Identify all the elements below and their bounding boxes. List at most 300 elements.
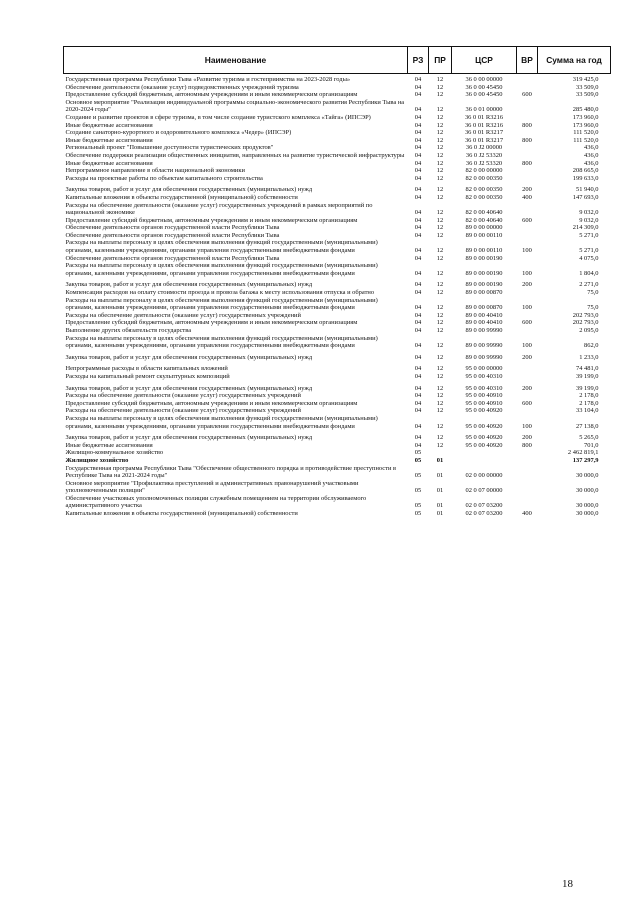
cell-csr: 95 0 00 40920 (465, 407, 503, 415)
cell-sum: 9 032,0 (579, 216, 599, 224)
cell-pr: 12 (436, 441, 444, 449)
cell-sum: 30 000,0 (575, 502, 599, 510)
header-sum: Сумма на год (538, 47, 611, 74)
cell-name: Обеспечение деятельности органов государственной власти Республики Тыва (65, 224, 280, 232)
cell-pr: 12 (436, 247, 444, 255)
cell-vr (517, 289, 538, 297)
cell-sum: 111 520,0 (573, 129, 599, 137)
cell-name: Расходы на выплаты персоналу в целях обеспечения выполнения функций государственными (муниципальными) органами, казенными учреждениями, органами управления государственными внебюджетными фондами (65, 262, 378, 277)
cell-rz: 05 (414, 456, 422, 464)
cell-rz: 04 (414, 113, 422, 121)
cell-rz: 04 (414, 247, 422, 255)
cell-pr: 12 (436, 372, 444, 380)
cell-rz: 04 (414, 106, 422, 114)
cell-vr: 100 (522, 422, 532, 430)
table-row (64, 167, 611, 175)
cell-rz: 05 (414, 449, 422, 457)
cell-sum: 4 075,0 (579, 254, 599, 262)
cell-rz: 05 (414, 502, 422, 510)
cell-pr: 12 (436, 342, 444, 350)
cell-sum: 436,0 (584, 144, 599, 152)
cell-sum: 5 271,0 (579, 247, 599, 255)
cell-sum: 2 271,0 (579, 281, 599, 289)
cell-csr: 36 0 00 00000 (465, 76, 503, 83)
cell-pr: 12 (436, 289, 444, 297)
cell-vr: 400 (522, 193, 532, 201)
cell-vr: 600 (522, 91, 532, 99)
cell-pr: 12 (436, 399, 444, 407)
cell-rz: 04 (414, 91, 422, 99)
cell-sum: 2 462 819,1 (567, 449, 599, 457)
table-row (64, 239, 611, 254)
cell-pr: 12 (436, 281, 444, 289)
cell-rz: 04 (414, 186, 422, 194)
header-pr: ПР (429, 47, 452, 74)
cell-rz: 04 (414, 407, 422, 415)
cell-vr (517, 312, 538, 320)
table-row (64, 175, 611, 183)
cell-vr (517, 152, 538, 160)
cell-csr: 95 0 00 40920 (465, 422, 503, 430)
cell-csr: 95 0 00 40310 (465, 372, 503, 380)
budget-table (63, 46, 611, 518)
cell-rz: 04 (414, 269, 422, 277)
cell-csr: 95 0 00 40920 (465, 434, 503, 442)
table-row (64, 335, 611, 350)
table-row (64, 74, 611, 84)
cell-csr (452, 457, 517, 465)
cell-pr: 12 (436, 209, 444, 217)
cell-vr: 400 (522, 510, 532, 518)
cell-csr: 95 0 00 00000 (465, 365, 503, 373)
cell-rz: 04 (414, 174, 422, 182)
cell-sum: 30 000,0 (575, 487, 599, 495)
table-row (64, 392, 611, 400)
cell-rz: 04 (414, 193, 422, 201)
cell-pr: 01 (436, 472, 444, 480)
cell-csr: 82 0 00 40640 (465, 209, 503, 217)
cell-pr: 12 (436, 392, 444, 400)
table-row (64, 194, 611, 202)
table-row (64, 262, 611, 277)
cell-rz: 04 (414, 129, 422, 137)
cell-csr: 36 0 00 45450 (465, 91, 503, 99)
cell-csr: 02 0 07 03200 (465, 510, 503, 518)
cell-name: Капитальные вложения в объекты государственной (муниципальной) собственности (65, 193, 298, 201)
cell-sum: 5 265,0 (579, 434, 599, 442)
cell-name: Основное мероприятие "Профилактика преступлений и административных правонарушений участковыми уполномоченными полиции" (65, 479, 359, 495)
cell-pr: 12 (436, 224, 444, 232)
cell-vr (517, 392, 538, 400)
cell-pr: 01 (436, 502, 444, 510)
cell-rz: 04 (414, 384, 422, 392)
cell-name: Жилищно-коммунальное хозяйство (65, 449, 164, 457)
cell-sum: 1 804,0 (579, 269, 599, 277)
cell-name: Иные бюджетные ассигнования (65, 121, 153, 129)
cell-name: Закупка товаров, работ и услуг для обеспечения государственных (муниципальных) нужд (65, 384, 313, 392)
table-row (64, 84, 611, 92)
cell-vr (517, 449, 538, 457)
cell-name: Закупка товаров, работ и услуг для обеспечения государственных (муниципальных) нужд (65, 186, 313, 194)
cell-csr: 36 0 01 00000 (465, 106, 503, 114)
cell-pr: 12 (436, 159, 444, 167)
cell-pr: 12 (436, 384, 444, 392)
header-rz: РЗ (408, 47, 429, 74)
cell-name: Закупка товаров, работ и услуг для обеспечения государственных (муниципальных) нужд (65, 281, 313, 289)
cell-name: Предоставление субсидий бюджетным, автономным учреждениям и иным некоммерческим организациям (65, 399, 358, 407)
page-number: 18 (562, 878, 573, 890)
cell-rz: 04 (414, 392, 422, 400)
table-row (64, 430, 611, 442)
cell-csr: 89 0 00 00000 (465, 224, 503, 232)
cell-rz: 04 (414, 83, 422, 91)
cell-rz: 04 (414, 121, 422, 129)
table-row (64, 277, 611, 289)
cell-pr: 12 (436, 407, 444, 415)
cell-name: Жилищное хозяйство (65, 456, 129, 464)
cell-csr: 02 0 07 03200 (465, 502, 503, 510)
cell-sum: 27 138,0 (575, 422, 599, 430)
cell-pr: 12 (436, 193, 444, 201)
cell-rz: 04 (414, 353, 422, 361)
cell-name: Расходы на выплаты персоналу в целях обеспечения выполнения функций государственными (муниципальными) органами, казенными учреждениями, органами управления государственными внебюджетными фондами (65, 334, 378, 350)
cell-pr: 12 (436, 216, 444, 224)
cell-name: Создание санаторно-курортного и оздоровительного комплекса «Чедер» (ИПСЭР) (65, 129, 292, 137)
cell-vr: 800 (522, 121, 532, 129)
cell-csr: 89 0 00 00110 (465, 247, 503, 255)
cell-vr: 800 (522, 159, 532, 167)
table-row (64, 160, 611, 168)
table-row (64, 319, 611, 327)
cell-pr: 12 (436, 304, 444, 312)
cell-sum: 75,0 (587, 289, 599, 297)
cell-csr: 89 0 00 99990 (465, 327, 503, 334)
table-row (64, 465, 611, 480)
table-row (64, 400, 611, 408)
cell-pr: 01 (436, 456, 444, 464)
table-row (64, 449, 611, 457)
cell-sum: 51 940,0 (575, 186, 599, 194)
cell-csr: 82 0 00 40640 (465, 216, 503, 224)
cell-csr: 89 0 00 40410 (465, 311, 503, 319)
cell-rz: 04 (414, 304, 422, 312)
table-row (64, 495, 611, 510)
table-row (64, 182, 611, 194)
cell-name: Расходы на выплаты персоналу в целях обеспечения выполнения функций государственными (муниципальными) органами, казенными учреждениями, органами управления государственными внебюджетными фондами (65, 296, 378, 312)
cell-sum: 9 032,0 (579, 209, 599, 217)
table-row (64, 373, 611, 381)
cell-name: Обеспечение участковых уполномоченных полиции служебным помещением на территории обслуживаемого административного участка (65, 494, 367, 510)
cell-csr: 36 0 J2 00000 (465, 144, 503, 152)
cell-name: Предоставление субсидий бюджетным, автономным учреждениям и иным некоммерческим организациям (65, 91, 358, 99)
cell-csr: 82 0 00 00350 (465, 193, 503, 201)
cell-csr: 36 0 01 R3217 (464, 129, 504, 137)
cell-vr (517, 465, 538, 480)
cell-rz: 04 (414, 231, 422, 239)
cell-name: Расходы на обеспечение деятельности (оказание услуг) государственных учреждений (65, 311, 301, 319)
cell-csr: 89 0 00 00110 (465, 231, 503, 239)
cell-csr: 02 0 00 00000 (465, 472, 503, 480)
cell-vr: 100 (522, 342, 532, 350)
cell-sum: 202 793,0 (572, 319, 599, 327)
table-row (64, 122, 611, 130)
cell-csr: 95 0 00 40310 (465, 384, 503, 392)
cell-name: Непрограммные расходы в области капитальных вложений (65, 365, 228, 373)
cell-sum: 436,0 (584, 159, 599, 167)
cell-vr (517, 74, 538, 84)
cell-csr: 89 0 00 00870 (465, 304, 503, 312)
cell-name: Иные бюджетные ассигнования (65, 159, 153, 167)
cell-csr: 89 0 00 00190 (465, 269, 503, 277)
cell-sum: 75,0 (587, 304, 599, 312)
cell-vr (517, 114, 538, 122)
table-row (64, 91, 611, 99)
cell-name: Расходы на проектные работы по объектам капитального строительства (65, 174, 263, 182)
header-name: Наименование (64, 47, 408, 74)
table-row (64, 152, 611, 160)
cell-rz: 04 (414, 254, 422, 262)
cell-sum: 39 199,0 (575, 372, 599, 380)
cell-csr: 36 0 01 R3216 (464, 121, 504, 129)
cell-rz: 04 (414, 136, 422, 144)
table-row (64, 407, 611, 415)
cell-csr: 89 0 00 00190 (465, 281, 503, 289)
cell-name: Обеспечение деятельности (оказание услуг) подведомственных учреждений туризма (65, 83, 299, 91)
cell-sum: 33 509,0 (575, 83, 599, 91)
table-row (64, 457, 611, 465)
cell-rz: 04 (414, 159, 422, 167)
cell-csr: 82 0 00 00000 (465, 167, 503, 175)
cell-vr: 600 (522, 216, 532, 224)
table-row (64, 217, 611, 225)
cell-rz: 04 (414, 342, 422, 350)
cell-name: Предоставление субсидий бюджетным, автономным учреждениям и иным некоммерческим организациям (65, 319, 358, 327)
cell-pr: 12 (436, 106, 444, 114)
cell-sum: 862,0 (584, 342, 599, 350)
cell-rz: 04 (414, 151, 422, 159)
table-body (64, 74, 611, 518)
cell-name: Расходы на обеспечение деятельности (оказание услуг) государственных учреждений в рамках мероприятий по национальной экономике (65, 201, 373, 217)
table-row (64, 289, 611, 297)
table-row (64, 99, 611, 114)
cell-sum: 436,0 (584, 151, 599, 159)
cell-sum: 137 297,9 (572, 456, 599, 464)
cell-sum: 173 960,0 (572, 121, 599, 129)
cell-sum: 1 233,0 (579, 353, 599, 361)
cell-rz: 04 (414, 311, 422, 319)
cell-sum: 30 000,0 (575, 510, 599, 518)
cell-name: Государственная программа Республики Тыва «Развитие туризма и гостеприимства на 2023-2028 годы» (65, 76, 351, 83)
cell-rz: 04 (414, 372, 422, 380)
cell-rz: 04 (414, 434, 422, 442)
cell-rz: 05 (414, 472, 422, 480)
cell-vr: 200 (522, 384, 532, 392)
cell-csr: 89 0 00 00870 (465, 289, 503, 297)
cell-vr: 600 (522, 399, 532, 407)
table-row (64, 510, 611, 518)
cell-sum: 30 000,0 (575, 472, 599, 480)
cell-rz: 04 (414, 76, 422, 83)
cell-sum: 173 960,0 (572, 113, 599, 121)
cell-pr: 01 (436, 510, 444, 518)
cell-pr: 01 (436, 487, 444, 495)
budget-table-container (63, 46, 610, 518)
cell-pr: 12 (436, 311, 444, 319)
cell-pr: 12 (436, 319, 444, 327)
cell-vr (517, 361, 538, 373)
cell-vr (517, 167, 538, 175)
cell-sum: 202 793,0 (572, 311, 599, 319)
cell-pr: 12 (436, 269, 444, 277)
cell-sum: 74 481,0 (575, 365, 599, 373)
header-vr: ВР (517, 47, 538, 74)
cell-name: Основное мероприятие "Реализация индивидуальной программы социально-экономического развития Республики Тыва на 2020-2024 годы" (65, 98, 405, 114)
cell-rz: 04 (414, 281, 422, 289)
cell-pr: 12 (436, 327, 444, 334)
cell-csr: 36 0 00 45450 (465, 83, 503, 91)
cell-rz: 04 (414, 319, 422, 327)
cell-pr: 12 (436, 167, 444, 175)
table-row (64, 415, 611, 430)
table-row (64, 114, 611, 122)
cell-vr (517, 407, 538, 415)
cell-rz: 05 (414, 487, 422, 495)
table-row (64, 381, 611, 393)
cell-sum: 33 509,0 (575, 91, 599, 99)
cell-vr (517, 373, 538, 381)
cell-sum: 2 095,0 (579, 327, 599, 334)
cell-csr: 95 0 00 40910 (465, 399, 503, 407)
cell-pr: 12 (436, 186, 444, 194)
cell-vr: 200 (522, 281, 532, 289)
table-row (64, 224, 611, 232)
cell-sum: 33 104,0 (575, 407, 599, 415)
cell-pr: 12 (436, 136, 444, 144)
cell-csr: 89 0 00 99990 (465, 342, 503, 350)
cell-vr (517, 327, 538, 335)
cell-name: Создание и развитие проектов в сфере туризма, в том числе создание туристского комплекса «Тайга» (ИПСЭР) (65, 113, 371, 121)
cell-name: Иные бюджетные ассигнования (65, 136, 153, 144)
cell-pr: 12 (436, 83, 444, 91)
table-row (64, 129, 611, 137)
cell-vr: 100 (522, 269, 532, 277)
cell-vr (517, 84, 538, 92)
cell-vr: 100 (522, 247, 532, 255)
cell-rz: 04 (414, 216, 422, 224)
cell-csr (452, 449, 517, 457)
cell-vr: 100 (522, 304, 532, 312)
cell-vr (517, 175, 538, 183)
cell-rz: 04 (414, 289, 422, 297)
cell-name: Обеспечение деятельности органов государственной власти Республики Тыва (65, 231, 280, 239)
cell-vr (517, 495, 538, 510)
cell-rz: 04 (414, 441, 422, 449)
table-row (64, 312, 611, 320)
cell-sum: 701,0 (584, 441, 599, 449)
cell-pr: 12 (436, 144, 444, 152)
cell-vr (517, 99, 538, 114)
cell-sum: 199 633,0 (572, 174, 599, 182)
cell-csr: 02 0 07 00000 (465, 487, 503, 495)
cell-csr: 36 0 01 R3216 (464, 113, 504, 121)
cell-pr: 12 (436, 174, 444, 182)
cell-csr: 89 0 00 99990 (465, 353, 503, 361)
cell-sum: 39 199,0 (575, 384, 599, 392)
cell-sum: 208 665,0 (572, 167, 599, 175)
cell-sum: 214 309,0 (572, 224, 599, 232)
cell-name: Расходы на выплаты персоналу в целях обеспечения выполнения функций государственными (муниципальными) органами, казенными учреждениями, органами управления государственными внебюджетными фондами (65, 414, 378, 430)
cell-sum: 2 178,0 (579, 392, 599, 400)
cell-vr (517, 232, 538, 240)
cell-name: Капитальные вложения в объекты государственной (муниципальной) собственности (65, 510, 298, 518)
table-header (64, 47, 611, 74)
cell-pr: 12 (436, 231, 444, 239)
cell-rz: 05 (414, 510, 422, 518)
cell-vr (517, 129, 538, 137)
cell-name: Предоставление субсидий бюджетным, автономным учреждениям и иным некоммерческим организациям (65, 216, 358, 224)
cell-sum: 319 425,0 (572, 76, 599, 83)
cell-name: Обеспечение поддержки реализации общественных инициатив, направленных на развитие туристической инфраструктуры (65, 151, 405, 159)
table-row (64, 327, 611, 335)
cell-csr: 82 0 00 00350 (465, 186, 503, 194)
cell-csr: 89 0 00 00190 (465, 254, 503, 262)
cell-rz: 04 (414, 144, 422, 152)
cell-vr: 200 (522, 186, 532, 194)
cell-pr: 12 (436, 254, 444, 262)
cell-csr: 89 0 00 40410 (465, 319, 503, 327)
cell-rz: 04 (414, 167, 422, 175)
cell-rz: 04 (414, 327, 422, 334)
cell-csr: 95 0 00 40910 (465, 392, 503, 400)
cell-name: Расходы на капитальный ремонт скульптурных композиций (65, 372, 230, 380)
table-row (64, 442, 611, 450)
cell-pr: 12 (436, 113, 444, 121)
cell-vr: 600 (522, 319, 532, 327)
cell-pr: 12 (436, 76, 444, 83)
cell-sum: 147 693,0 (572, 193, 599, 201)
table-row (64, 361, 611, 373)
cell-vr: 200 (522, 434, 532, 442)
cell-vr: 800 (522, 136, 532, 144)
cell-vr: 800 (522, 441, 532, 449)
cell-csr: 36 0 J2 53320 (465, 151, 503, 159)
cell-sum: 2 178,0 (579, 399, 599, 407)
cell-pr: 12 (436, 434, 444, 442)
cell-pr: 12 (436, 91, 444, 99)
cell-name: Закупка товаров, работ и услуг для обеспечения государственных (муниципальных) нужд (65, 353, 313, 361)
header-csr: ЦСР (452, 47, 517, 74)
table-row (64, 255, 611, 263)
cell-vr: 200 (522, 353, 532, 361)
table-row (64, 202, 611, 217)
table-row (64, 350, 611, 362)
cell-name: Региональный проект "Повышение доступности туристических продуктов" (65, 144, 274, 152)
cell-name: Расходы на выплаты персоналу в целях обеспечения выполнения функций государственными (муниципальными) органами, казенными учреждениями, органами управления государственными внебюджетными фондами (65, 239, 378, 255)
cell-name: Обеспечение деятельности органов государственной власти Республики Тыва (65, 254, 280, 262)
cell-pr: 12 (436, 129, 444, 137)
cell-vr (517, 224, 538, 232)
cell-sum: 5 271,0 (579, 231, 599, 239)
cell-name: Государственная программа Республики Тыва "Обеспечение общественного порядка и противодействие преступности в Республике Тыва на 2021-2024 годы" (65, 464, 397, 480)
cell-vr (517, 457, 538, 465)
table-row (64, 232, 611, 240)
cell-sum: 111 520,0 (573, 136, 599, 144)
cell-csr: 36 0 J2 53320 (465, 159, 503, 167)
cell-csr: 95 0 00 40920 (465, 441, 503, 449)
cell-pr: 12 (436, 422, 444, 430)
table-row (64, 297, 611, 312)
cell-pr: 12 (436, 121, 444, 129)
